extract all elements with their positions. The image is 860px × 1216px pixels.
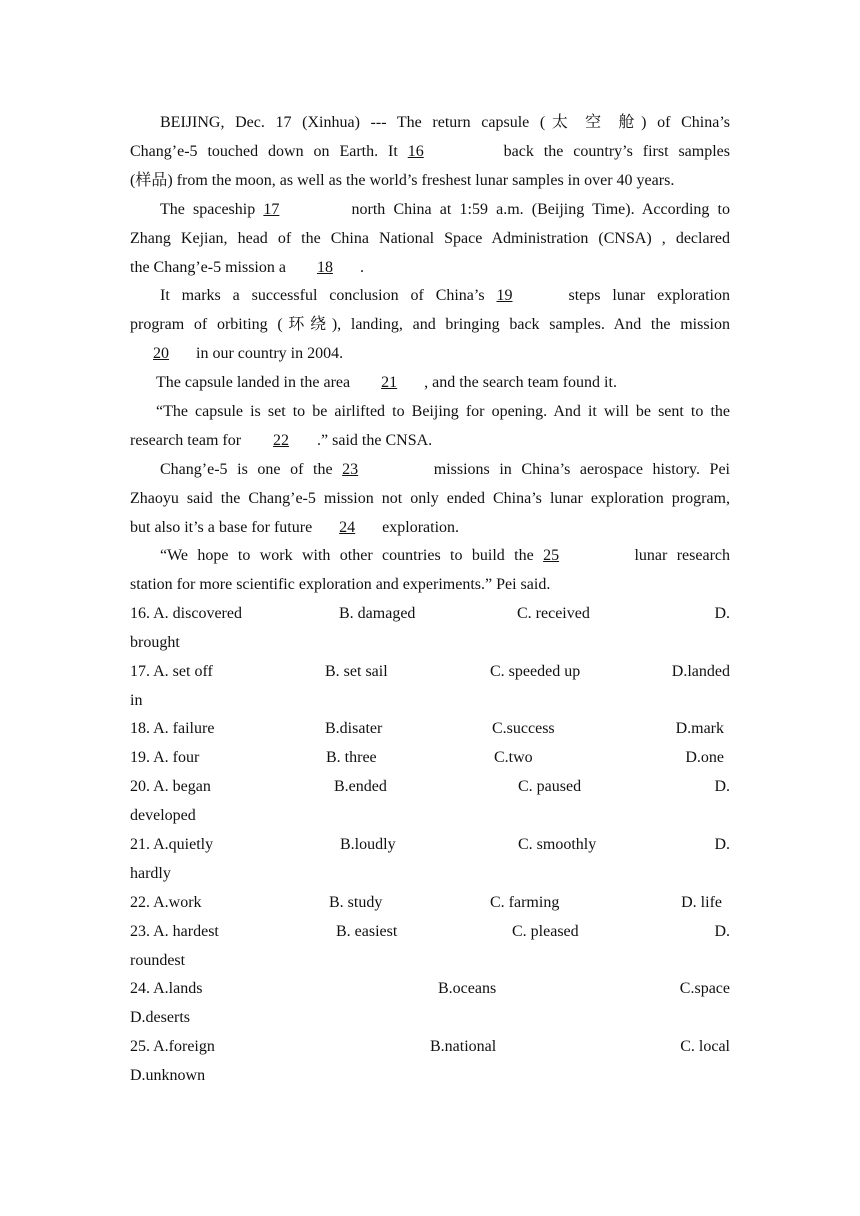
passage-line — [156, 397, 730, 426]
question-row — [0, 772, 860, 801]
passage-text: The capsule landed in the area — [156, 374, 355, 391]
question-option-a: 22. A.work — [130, 894, 202, 911]
answer-blank: 19 — [496, 287, 513, 304]
passage-text: Chang’e-5 touched down on Earth. It — [130, 143, 408, 160]
question-option-b: B.oceans — [438, 980, 497, 997]
question-wrap-line — [0, 628, 860, 657]
passage-text: It marks a successful conclusion of China’s — [160, 287, 497, 304]
question-option-d: D. — [714, 778, 730, 795]
question-option-c: C. received — [517, 605, 590, 622]
question-option-d: D.landed — [671, 663, 730, 680]
question-row — [0, 917, 860, 946]
question-option-a: roundest — [130, 952, 186, 969]
question-option-d: D.mark — [675, 720, 724, 737]
question-row — [0, 888, 860, 917]
question-row — [0, 599, 860, 628]
passage-text: .” said the CNSA. — [317, 432, 433, 449]
passage-text: “The capsule is set to be airlifted to Beijing for opening. And it will be sent to the — [156, 403, 730, 420]
passage-line — [130, 137, 730, 166]
passage-text: north China at 1:59 a.m. (Beijing Time). According to — [343, 201, 730, 218]
question-row — [0, 743, 860, 772]
passage-text: program of orbiting (环绕), landing, and bringing back samples. And the mission — [130, 316, 730, 333]
passage-line — [130, 339, 730, 368]
question-wrap-line — [0, 946, 860, 975]
question-option-a: developed — [130, 807, 196, 824]
passage-line — [130, 224, 730, 253]
question-option-c: C.two — [494, 749, 533, 766]
question-option-b: B.loudly — [340, 836, 396, 853]
question-option-a: 18. A. failure — [130, 720, 215, 737]
question-option-b: B. three — [326, 749, 377, 766]
answer-blank: 20 — [153, 345, 169, 362]
question-row — [0, 974, 860, 1003]
question-option-b: B.national — [430, 1038, 497, 1055]
question-option-c: C.success — [492, 720, 555, 737]
passage-text: . — [359, 259, 364, 276]
question-option-b: B.ended — [334, 778, 387, 795]
passage-line — [160, 108, 730, 137]
passage-text: BEIJING, Dec. 17 (Xinhua) --- The return capsule (太 空 舱) of China’s — [160, 114, 730, 131]
passage-text: Zhaoyu said the Chang’e-5 mission not only ended China’s lunar exploration program, — [130, 490, 730, 507]
passage-line — [130, 310, 730, 339]
passage-line — [130, 426, 730, 455]
answer-blank: 25 — [543, 547, 560, 564]
passage-line — [156, 368, 730, 397]
passage-text: the Chang’e-5 mission a — [130, 259, 290, 276]
answer-blank: 22 — [273, 432, 290, 449]
question-option-a: 21. A.quietly — [130, 836, 214, 853]
question-option-a: brought — [130, 634, 180, 651]
passage-text: missions in China’s aerospace history. Pei — [424, 461, 730, 478]
passage-line — [160, 541, 730, 570]
answer-blank: 23 — [342, 461, 359, 478]
question-option-d: D. — [714, 923, 730, 940]
passage-line — [160, 455, 730, 484]
passage-line — [130, 570, 730, 599]
answer-blank: 16 — [407, 143, 424, 160]
question-option-c: C. speeded up — [490, 663, 581, 680]
question-option-a: in — [130, 692, 143, 709]
question-option-b: B. damaged — [339, 605, 416, 622]
passage-text: research team for — [130, 432, 246, 449]
question-option-a: 25. A.foreign — [130, 1038, 215, 1055]
question-wrap-line — [0, 801, 860, 830]
passage-text: back the country’s first samples — [493, 143, 730, 160]
question-option-c: C. paused — [518, 778, 582, 795]
question-wrap-line — [0, 686, 860, 715]
passage-text: The spaceship — [160, 201, 264, 218]
question-option-a: 17. A. set off — [130, 663, 213, 680]
question-row — [0, 714, 860, 743]
question-option-a: D.deserts — [130, 1009, 190, 1026]
passage-line — [160, 281, 730, 310]
question-option-d: D.one — [685, 749, 724, 766]
question-row — [0, 830, 860, 859]
answer-blank: 17 — [263, 201, 280, 218]
question-option-a: 19. A. four — [130, 749, 200, 766]
passage-text: steps lunar exploration — [568, 287, 730, 304]
passage-text: lunar research — [625, 547, 730, 564]
question-option-d: D. life — [681, 894, 722, 911]
question-option-c: C. pleased — [512, 923, 579, 940]
passage-text: station for more scientific exploration and experiments.” Pei said. — [130, 576, 551, 593]
question-option-a: 23. A. hardest — [130, 923, 219, 940]
passage-text: “We hope to work with other countries to build the — [160, 547, 544, 564]
question-row — [0, 1032, 860, 1061]
passage-line — [130, 166, 730, 195]
answer-blank: 18 — [316, 259, 333, 276]
passage-text: exploration. — [378, 519, 460, 536]
passage-text: Zhang Kejian, head of the China National Space Administration (CNSA) , declared — [130, 230, 730, 247]
question-option-b: B. study — [329, 894, 383, 911]
passage-line — [130, 484, 730, 513]
question-option-c: C. smoothly — [518, 836, 597, 853]
question-wrap-line — [0, 1061, 860, 1090]
passage-text: but also it’s a base for future — [130, 519, 317, 536]
question-option-a: hardly — [130, 865, 171, 882]
answer-blank: 24 — [339, 519, 356, 536]
question-option-b: B. easiest — [336, 923, 398, 940]
passage-text: Chang’e-5 is one of the — [160, 461, 343, 478]
question-wrap-line — [0, 1003, 860, 1032]
question-option-c: C. local — [680, 1038, 730, 1055]
question-option-a: 20. A. began — [130, 778, 211, 795]
passage-text: , and the search team found it. — [424, 374, 617, 391]
passage-line — [130, 513, 730, 542]
question-option-a: D.unknown — [130, 1067, 206, 1084]
question-option-b: B. set sail — [325, 663, 388, 680]
question-option-a: 16. A. discovered — [130, 605, 242, 622]
passage-text: in our country in 2004. — [192, 345, 344, 362]
question-option-d: D. — [714, 605, 730, 622]
question-option-a: 24. A.lands — [130, 980, 203, 997]
passage-text: (样品) from the moon, as well as the world’s freshest lunar samples in over 40 years. — [130, 172, 675, 189]
passage-line — [130, 253, 730, 282]
passage-line — [160, 195, 730, 224]
question-option-d: D. — [714, 836, 730, 853]
question-row — [0, 657, 860, 686]
question-option-c: C. farming — [490, 894, 560, 911]
question-option-c: C.space — [679, 980, 730, 997]
question-option-b: B.disater — [325, 720, 383, 737]
question-wrap-line — [0, 859, 860, 888]
answer-blank: 21 — [381, 374, 398, 391]
